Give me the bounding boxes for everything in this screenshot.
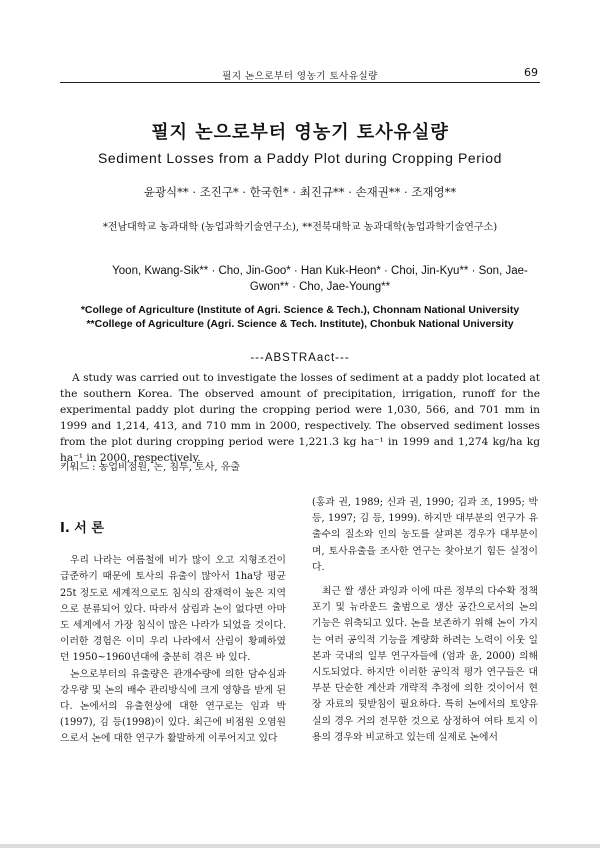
authors-korean: 윤광식** · 조진구* · 한국헌* · 최진규** · 손재권** · 조재영** xyxy=(143,185,457,199)
body-paragraph: (홍과 권, 1989; 신과 권, 1990; 김과 조, 1995; 박 등, 1997; 김 등, 1999). 하지만 대부분의 연구가 유출수의 질소와 인의 농도를 살펴본 경우가 대부분이며, 토사유출을 조사한 연구는 찾아보기 힘든 실정이다. xyxy=(312,497,538,573)
authors-english: Yoon, Kwang-Sik** · Cho, Jin-Goo* · Han Kuk-Heon* · Choi, Jin-Kyu** · Son, Jae-Gwon** · Cho, Jae-Young** xyxy=(112,265,528,293)
body-paragraph: 우리 나라는 여름철에 비가 많이 오고 지형조건이 급준하기 때문에 토사의 유출이 많아서 1ha당 평균 25t 정도로 세계적으로도 침식의 잠재력이 높은 지역으로 분류되어 있다. 따라서 삼림과 논이 없다면 아마도 세계에서 가장 침식이 많은 나라가 되었을 것이다. 이러한 경험은 이미 우리 나라에서 산림이 황폐하였던 1950~1960년대에 충분히 겪은 바 있다. xyxy=(60,555,286,664)
scan-edge xyxy=(0,844,600,848)
abstract-heading: ---ABSTRAact--- xyxy=(250,352,350,364)
body-paragraph: 최근 쌀 생산 과잉과 이에 따른 정부의 다수확 정책 포기 및 뉴라운드 출범으로 생산 공간으로서의 논의 기능은 위축되고 있다. 논을 보존하기 위해 논이 가지는 여러 공익적 기능을 계량화 하려는 노력이 이웃 일본과 국내의 일부 연구자들에 (엄과 윤, 2000) 의해 시도되었다. 하지만 이러한 공익적 평가 연구들은 대부분 단순한 계산과 개략적 추정에 의한 것이어서 현장 자료의 뒷받침이 필요하다. 특히 논에서의 토양유실의 경우 거의 전무한 것으로 상정하여 여타 토지 이용의 경우와 비교하고 있는데 실제로 논에서 xyxy=(312,586,538,743)
section-heading-introduction: I. 서 론 xyxy=(60,521,104,536)
right-column xyxy=(312,495,538,746)
affiliation-korean: *전남대학교 농과대학 (농업과학기술연구소), **전북대학교 농과대학(농업과학기술연구소) xyxy=(102,222,498,233)
affiliation-english-2: **College of Agriculture (Agri. Science & Tech. Institute), Chonbuk National University xyxy=(86,318,514,330)
affiliation-english-1: *College of Agriculture (Institute of Agri. Science & Tech.), Chonnam National University xyxy=(80,304,520,316)
keywords: 키워드 : 농업비점원, 논, 침투, 토사, 유출 xyxy=(60,462,241,473)
paper-title-korean: 필지 논으로부터 영농기 토사유실량 xyxy=(151,122,449,143)
running-header xyxy=(60,64,540,83)
paper-title-english: Sediment Losses from a Paddy Plot during Cropping Period xyxy=(97,150,503,166)
running-title: 필지 논으로부터 영농기 토사유실량 xyxy=(222,71,378,82)
affiliation-english xyxy=(60,303,540,331)
page-number: 69 xyxy=(524,66,538,79)
body-paragraph: 논으로부터의 유출량은 관개수량에 의한 담수심과 강우량 및 논의 배수 관리방식에 크게 영향을 받게 된다. 논에서의 유출현상에 대한 연구로는 임과 박(1997), 김 등(1998)이 있다. 최근에 비점원 오염원으로서 논에 대한 연구가 활발하게 이루어지고 있다 xyxy=(60,668,286,745)
left-column xyxy=(60,495,286,748)
abstract-text: A study was carried out to investigate the losses of sediment at a paddy plot located at the southern Korea. The observed amount of precipitation, irrigation, runoff for the experimental paddy plot during the cropping period were 1,030, 566, and 701 mm in 1999 and 1,214, 413, and 710 mm in 2000, respectively. The observed sediment losses from the plot during cropping period were 1,221.3 kg ha⁻¹ in 1999 and 1,274 kg/ha kg ha⁻¹ in 2000, respectively. xyxy=(60,372,540,464)
